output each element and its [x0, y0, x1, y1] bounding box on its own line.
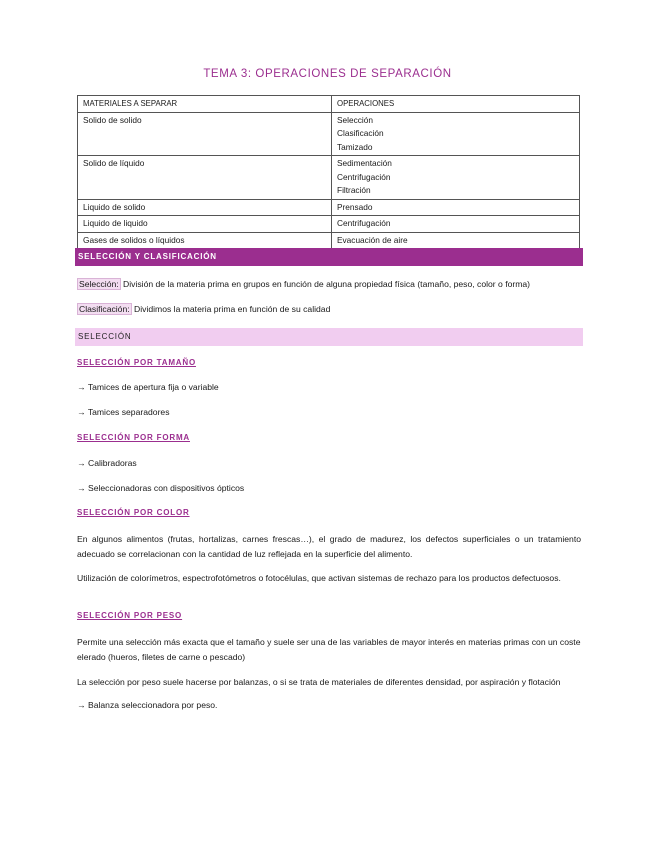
- material-cell: Liquido de liquido: [78, 216, 332, 233]
- operation: Clasificación: [337, 128, 384, 138]
- table-row: [78, 199, 580, 216]
- definition-text: Dividimos la materia prima en función de su calidad: [131, 304, 331, 314]
- list-item: → Balanza seleccionadora por peso.: [77, 700, 218, 710]
- column-header: MATERIALES A SEPARAR: [78, 96, 332, 113]
- section-heading-seleccion: SELECCIÓN: [75, 328, 583, 346]
- table-row: [78, 216, 580, 233]
- material-cell: Gases de solidos o líquidos: [78, 232, 332, 249]
- page-title: TEMA 3: OPERACIONES DE SEPARACIÓN: [203, 68, 452, 80]
- definition-seleccion: [77, 277, 581, 292]
- operations-table: [77, 95, 580, 249]
- operations-cell: Evacuación de aire: [332, 232, 580, 249]
- paragraph: Utilización de colorímetros, espectrofotómetros o fotocélulas, que activan sistemas de rechazo para los productos defectuosos.: [77, 573, 561, 583]
- subheading-tamano: SELECCIÓN POR TAMAÑO: [77, 358, 196, 367]
- table-row: [78, 112, 580, 156]
- material-cell: Solido de líquido: [78, 156, 332, 200]
- list-item: → Tamices de apertura fija o variable: [77, 382, 219, 392]
- material-cell: Solido de solido: [78, 112, 332, 156]
- operation: Sedimentación: [337, 158, 392, 168]
- term-label: Clasificación:: [79, 304, 130, 314]
- definition-clasificacion: [77, 302, 581, 317]
- paragraph: En algunos alimentos (frutas, hortalizas, carnes frescas…), el grado de madurez, los defectos superficiales o un tratamiento adecuado se correlacionan con la cantidad de luz reflejada en la superficie del alimento.: [77, 534, 581, 559]
- operations-cell: Prensado: [332, 199, 580, 216]
- section-heading-seleccion-clasificacion: SELECCIÓN Y CLASIFICACIÓN: [75, 248, 583, 266]
- subheading-peso: SELECCIÓN POR PESO: [77, 611, 183, 620]
- operations-cell: [332, 156, 580, 200]
- list-item: → Tamices separadores: [77, 407, 170, 417]
- column-header: OPERACIONES: [332, 96, 580, 113]
- term-label: Selección:: [79, 279, 119, 289]
- operations-cell: [332, 112, 580, 156]
- table-header-row: [78, 96, 580, 113]
- operation: Tamizado: [337, 141, 373, 152]
- operation: Filtración: [337, 185, 371, 195]
- definition-text: División de la materia prima en grupos en función de alguna propiedad física (tamaño, peso, color o forma): [120, 279, 531, 289]
- table-row: [78, 232, 580, 249]
- subheading-color: SELECCIÓN POR COLOR: [77, 508, 190, 517]
- paragraph: La selección por peso suele hacerse por balanzas, o si se trata de materiales de diferentes densidad, por aspiración y flotación: [77, 677, 561, 687]
- operation: Centrifugación: [337, 171, 391, 182]
- table-row: [78, 156, 580, 200]
- operation: Selección: [337, 114, 373, 125]
- subheading-forma: SELECCIÓN POR FORMA: [77, 433, 190, 442]
- operations-cell: Centrifugación: [332, 216, 580, 233]
- material-cell: Liquido de solido: [78, 199, 332, 216]
- list-item: → Seleccionadoras con dispositivos ópticos: [77, 483, 245, 493]
- paragraph: Permite una selección más exacta que el tamaño y suele ser una de las variables de mayor interés en materias primas con un coste elerado (hueros, filetes de carne o pescado): [77, 637, 581, 662]
- list-item: → Calibradoras: [77, 458, 137, 468]
